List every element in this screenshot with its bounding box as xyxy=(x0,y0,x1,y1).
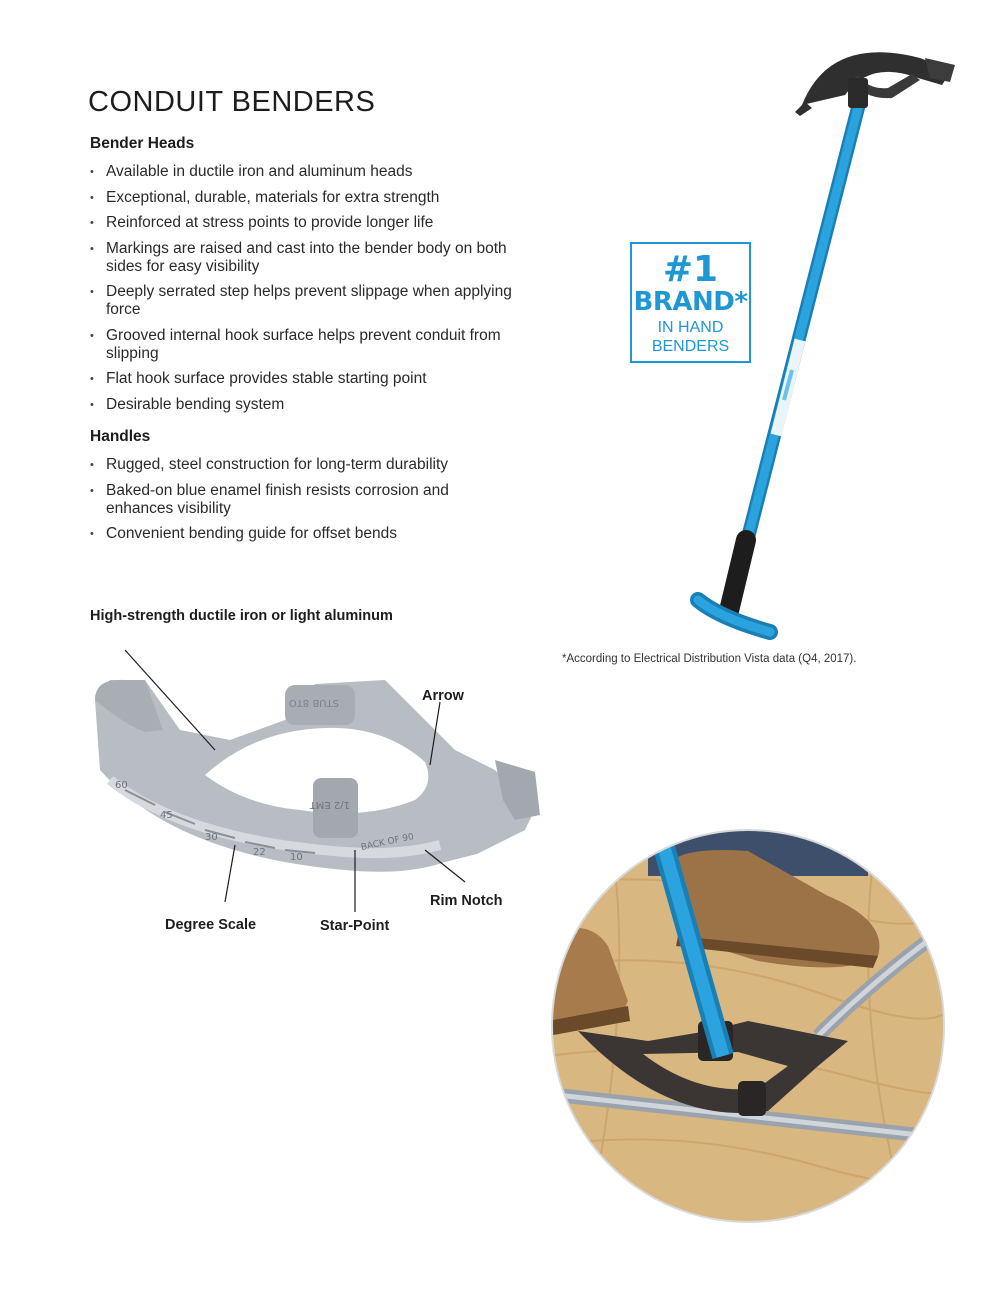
list-item: • Flat hook surface provides stable starting point xyxy=(90,370,520,388)
bender-heads-list xyxy=(90,163,520,414)
scale-label: 10 xyxy=(290,852,303,863)
badge-number: #1 xyxy=(662,249,719,290)
handles-list xyxy=(90,456,520,543)
bender-in-use-photo xyxy=(548,826,948,1226)
stub-marking: STUB 8TO xyxy=(288,697,339,708)
brand-badge xyxy=(630,242,751,363)
diagram-caption: High-strength ductile iron or light aluminum xyxy=(90,608,393,624)
list-item: • Markings are raised and cast into the bender body on both sides for easy visibility xyxy=(90,240,520,276)
list-item: • Desirable bending system xyxy=(90,396,520,414)
list-item: • Available in ductile iron and aluminum heads xyxy=(90,163,520,181)
list-item: • Reinforced at stress points to provide longer life xyxy=(90,214,520,232)
bender-heads-section xyxy=(90,135,530,421)
star-point-callout: Star-Point xyxy=(320,918,390,934)
scale-label: 30 xyxy=(205,832,218,843)
page-title: CONDUIT BENDERS xyxy=(88,86,376,118)
footnote: *According to Electrical Distribution Vista data (Q4, 2017). xyxy=(562,653,857,665)
handles-heading: Handles xyxy=(90,428,151,445)
emt-marking: 1/2 EMT xyxy=(309,799,350,810)
back-marking: BACK OF 90 xyxy=(360,832,415,854)
list-item: • Rugged, steel construction for long-term durability xyxy=(90,456,520,474)
degree-scale-callout: Degree Scale xyxy=(165,917,257,933)
list-item: • Deeply serrated step helps prevent slippage when applying force xyxy=(90,283,520,319)
arrow-callout: Arrow xyxy=(422,688,464,704)
scale-label: 60 xyxy=(115,780,128,791)
badge-line4: BENDERS xyxy=(651,338,730,355)
rim-notch-callout: Rim Notch xyxy=(430,893,503,909)
handles-section xyxy=(90,428,530,551)
list-item: • Exceptional, durable, materials for extra strength xyxy=(90,189,520,207)
bender-head-illustration xyxy=(85,640,555,910)
list-item: • Grooved internal hook surface helps prevent conduit from slipping xyxy=(90,327,520,363)
list-item: • Baked-on blue enamel finish resists corrosion and enhances visibility xyxy=(90,482,520,518)
badge-line3: IN HAND xyxy=(657,319,724,336)
scale-label: 22 xyxy=(253,847,266,858)
badge-brand: BRAND* xyxy=(633,287,748,317)
list-item: • Convenient bending guide for offset bends xyxy=(90,525,520,543)
scale-label: 45 xyxy=(160,810,173,821)
bender-heads-heading: Bender Heads xyxy=(90,135,195,152)
